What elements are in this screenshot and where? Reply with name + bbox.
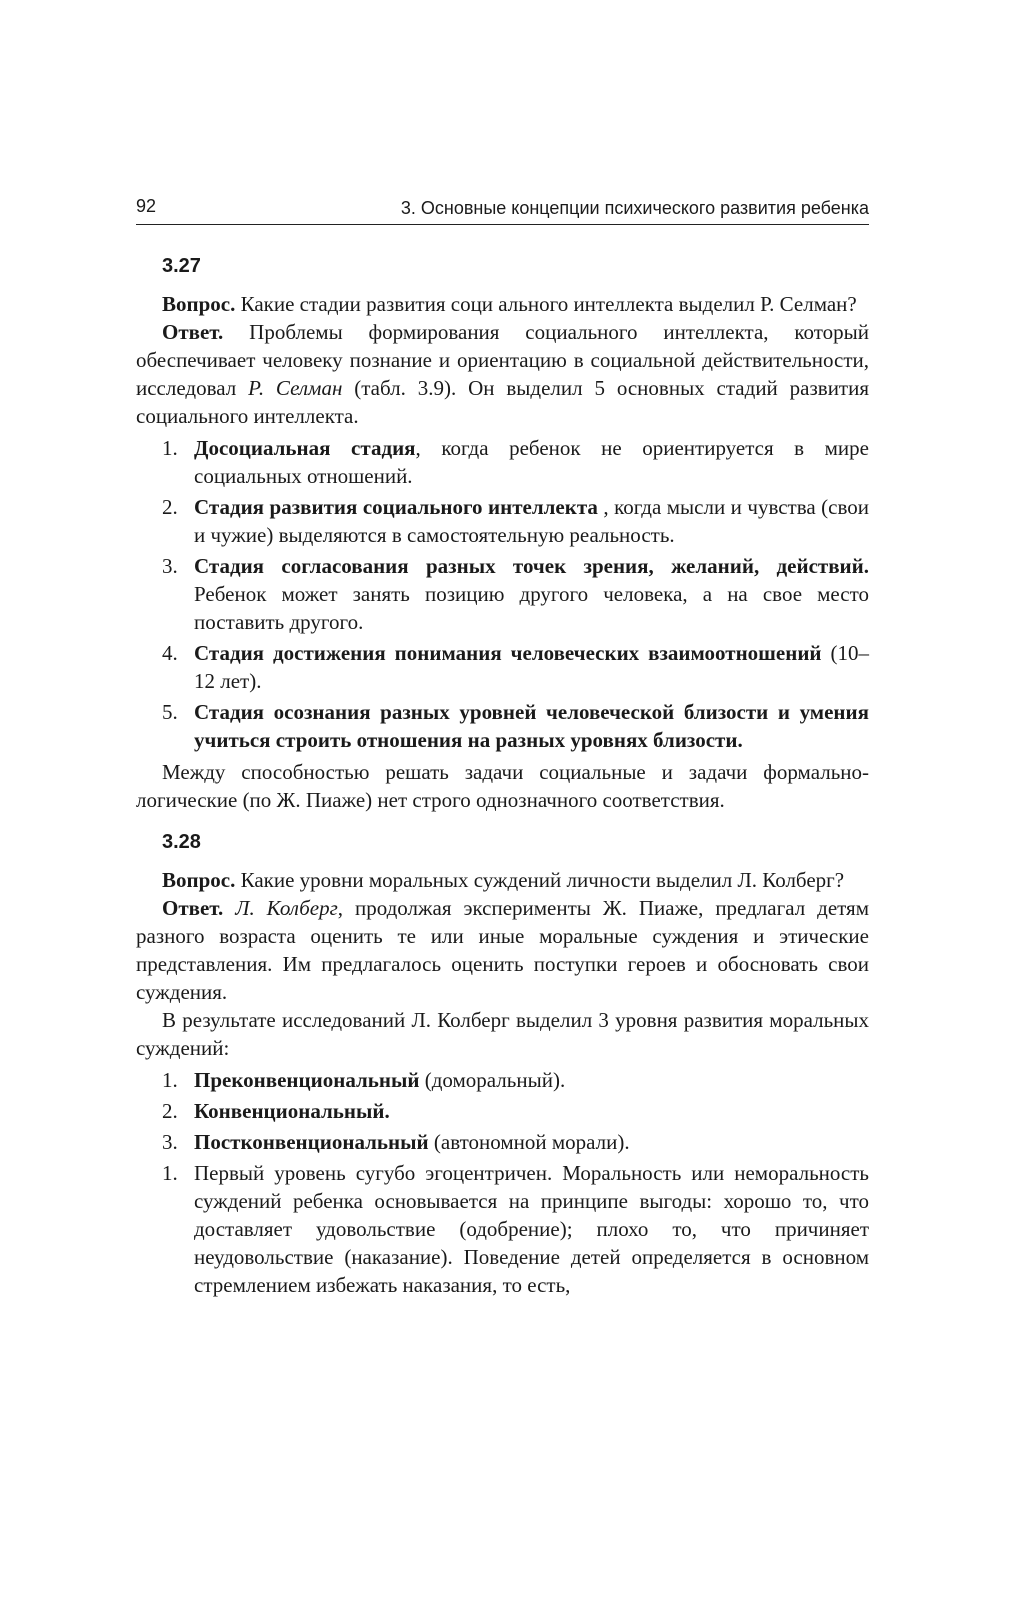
level-title: Преконвенциональный [194, 1068, 420, 1092]
level-text: (доморальный). [419, 1068, 566, 1092]
answer-3-27 [136, 318, 869, 430]
question-text: Какие уровни моральных суждений личности выделил Л. Колберг? [235, 868, 845, 892]
list-item [136, 698, 869, 754]
stage-title: Стадия развития социального интеллекта [194, 495, 598, 519]
question-3-28 [136, 866, 869, 894]
list-number: 5. [162, 700, 178, 724]
author-name: Л. Колберг [223, 896, 338, 920]
stage-title: Стадия осознания разных уровней человеческой близости и умения учиться строить отношения на разных уровнях близости. [194, 700, 869, 752]
level-detail-text: Первый уровень сугубо эгоцентричен. Моральность или неморальность суждений ребенка основывается на принципе выгоды: хорошо то, что доставляет удовольствие (одобрение); плохо то, что причиняет неудовольствие (наказание). Поведение детей определяется в основном стремлением избежать наказания, то есть, [194, 1161, 869, 1297]
list-number: 2. [162, 1099, 178, 1123]
list-number: 4. [162, 641, 178, 665]
running-title: 3. Основные концепции психического развития ребенка [400, 198, 869, 218]
stage-text: (10–12 лет). [194, 641, 869, 693]
question-label: Вопрос. [162, 292, 236, 316]
stage-text: Ребенок может занять позицию другого человека, а на свое место поставить другого. [194, 582, 869, 634]
paragraph: В результате исследований Л. Колберг выделил 3 уровня развития моральных суждений: [136, 1008, 869, 1060]
list-item [136, 1066, 869, 1094]
author-name: Р. Селман [248, 376, 343, 400]
stage-list [136, 434, 869, 754]
level-text: (автономной морали). [428, 1130, 630, 1154]
closing-paragraph: Между способностью решать задачи социальные и задачи формально-логические (по Ж. Пиаже) нет строго однозначного соответствия. [136, 760, 869, 812]
level-list [136, 1066, 869, 1299]
stage-text: , когда мысли и чувства (свои и чужие) выделяются в самостоятельную реальность. [194, 495, 869, 547]
section-number-3-27: 3.27 [162, 255, 201, 277]
list-item [136, 434, 869, 490]
answer-3-28 [136, 894, 869, 1006]
page-header [136, 196, 869, 225]
list-item [136, 1097, 869, 1125]
list-number: 3. [162, 554, 178, 578]
question-label: Вопрос. [162, 868, 236, 892]
answer-label: Ответ. [162, 320, 224, 344]
question-text: Какие стадии развития соци ального интеллекта выделил Р. Селман? [235, 292, 857, 316]
stage-text: , когда ребенок не ориентируется в мире социальных отношений. [194, 436, 869, 488]
list-item [136, 1159, 869, 1299]
answer-label: Ответ. [162, 896, 224, 920]
list-number: 1. [162, 436, 178, 460]
level-title: Постконвенциональный [194, 1130, 429, 1154]
page-content [136, 252, 869, 1303]
question-3-27 [136, 290, 869, 318]
answer-text: Проблемы формирования социального интеллекта, который обеспечивает человеку познание и ориентацию в социальной действительности, исследовал [136, 320, 869, 400]
list-number: 3. [162, 1130, 178, 1154]
list-item [136, 1128, 869, 1156]
stage-title: Стадия достижения понимания человеческих взаимоотношений [194, 641, 822, 665]
level-title: Конвенциональный. [194, 1099, 390, 1123]
answer-text: (табл. 3.9). Он выделил 5 основных стадий развития социального интеллекта. [136, 376, 870, 428]
list-item [136, 639, 869, 695]
list-item [136, 493, 869, 549]
section-number-3-28: 3.28 [162, 831, 201, 853]
list-number: 1. [162, 1161, 178, 1185]
page-number: 92 [136, 196, 157, 216]
stage-title: Досоциальная стадия [194, 436, 416, 460]
list-item [136, 552, 869, 636]
list-number: 1. [162, 1068, 178, 1092]
stage-title: Стадия согласования разных точек зрения, желаний, действий. [194, 554, 869, 578]
list-number: 2. [162, 495, 178, 519]
answer-text: , продолжая эксперименты Ж. Пиаже, предлагал детям разного возраста оценить те или иные моральные суждения и этические представления. Им предлагалось оценить поступки героев и обосновать свои суждения. [136, 896, 869, 1004]
